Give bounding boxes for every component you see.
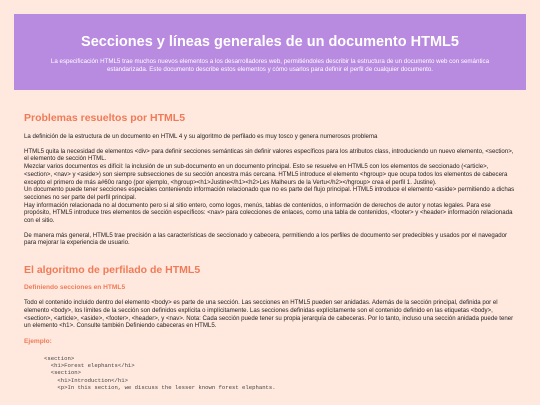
page-intro: La especificación HTML5 trae muchos nuevos elementos a los desarrolladores web, permitiéndoles describir la estructura de un documento web con semántica estandarizada. Este documento describe estos elementos y cómo usarlos para definir el perfil de cualquier documento. — [50, 58, 490, 73]
code-example: <section> <h1>Forest elephants</h1> <section> <h1>Introduction</h1> <p>In this section, we discuss the lesser known forest elephants. — [44, 354, 276, 391]
section-heading-problems: Problemas resueltos por HTML5 — [24, 112, 186, 124]
list-item: Hay información relacionada no al documento pero si al sitio entero, como logos, menús, tablas de contenidos, o información de derechos de autor y notas legales. Para ese propósito, HTML5 introduce tres elementos de sección específicos: <nav> para colecciones de enlaces, como una tabla de contenidos, <footer> y <header> información relacionada con el sitio. — [24, 201, 513, 225]
page-title: Secciones y líneas generales de un documento HTML5 — [81, 34, 459, 50]
example-label: Ejemplo: — [24, 337, 52, 345]
paragraph: La definición de la estructura de un documento en HTML 4 y su algoritmo de perfilado es muy tosco y genera numerosos problema — [24, 133, 378, 140]
list-item: Un documento puede tener secciones especiales conteniendo información relacionado que no es parte del flujo principal. HTML5 introduce el elemento <aside> permitiendo a dichas secciones no ser parte del perfil principal. — [24, 186, 515, 201]
section-heading-algorithm: El algoritmo de perfilado de HTML5 — [24, 264, 201, 277]
subsection-heading: Definiendo secciones en HTML5 — [24, 284, 126, 292]
paragraph: De manera más general, HTML5 trae precisión a las características de seccionado y cabecera, permitiendo a los perfiles de documento ser predecibles y usados por el navegador para mejorar la experiencia de usuario. — [24, 231, 508, 247]
list-item: Mezclar varios documentos es difícil: la inclusión de un sub-documento en un documento principal. Esto se resuelve en HTML5 con los elementos de seccionado (<article>, <section>, <nav> y <aside>) son siempre subsecciones de su sección ancestra más cercana. HTML5 introduce el elemento <hgroup> que ocupa todos los elementos de cabecera excepto el primero de más a#60o rango (por ejemplo, <hgroup><h1>Justine</h1><h2>Les Malheurs de la Vertu</h2></hgroup> crea el perfil 1. Justine). — [24, 163, 508, 186]
problem-list — [24, 148, 518, 225]
list-item: HTML5 quita la necesidad de elementos <div> para definir secciones semánticas sin definir valores específicos para los atributos class, introduciendo un nuevo elemento, <section>, el elemento de sección HTML. — [24, 147, 514, 163]
paragraph: Todo el contenido incluido dentro del elemento <body> es parte de una sección. Las secciones en HTML5 pueden ser anidadas. Además de la sección principal, definida por el elemento <body>, los límites de la sección son definidos explícita o implícitamente. Las secciones definidas explícitamente son el contenido definido en las etiquetas <body>, <section>, <article>, <aside>, <footer>, <header>, y <nav>. Nota: Cada sección puede tener su propia jerarquía de cabeceras. Por lo tanto, incluso una sección anidada puede tener un elemento <h1>. Consulte también Definiendo cabeceras en HTML5. — [24, 299, 514, 330]
page-header — [14, 14, 526, 90]
main-content — [24, 112, 518, 391]
